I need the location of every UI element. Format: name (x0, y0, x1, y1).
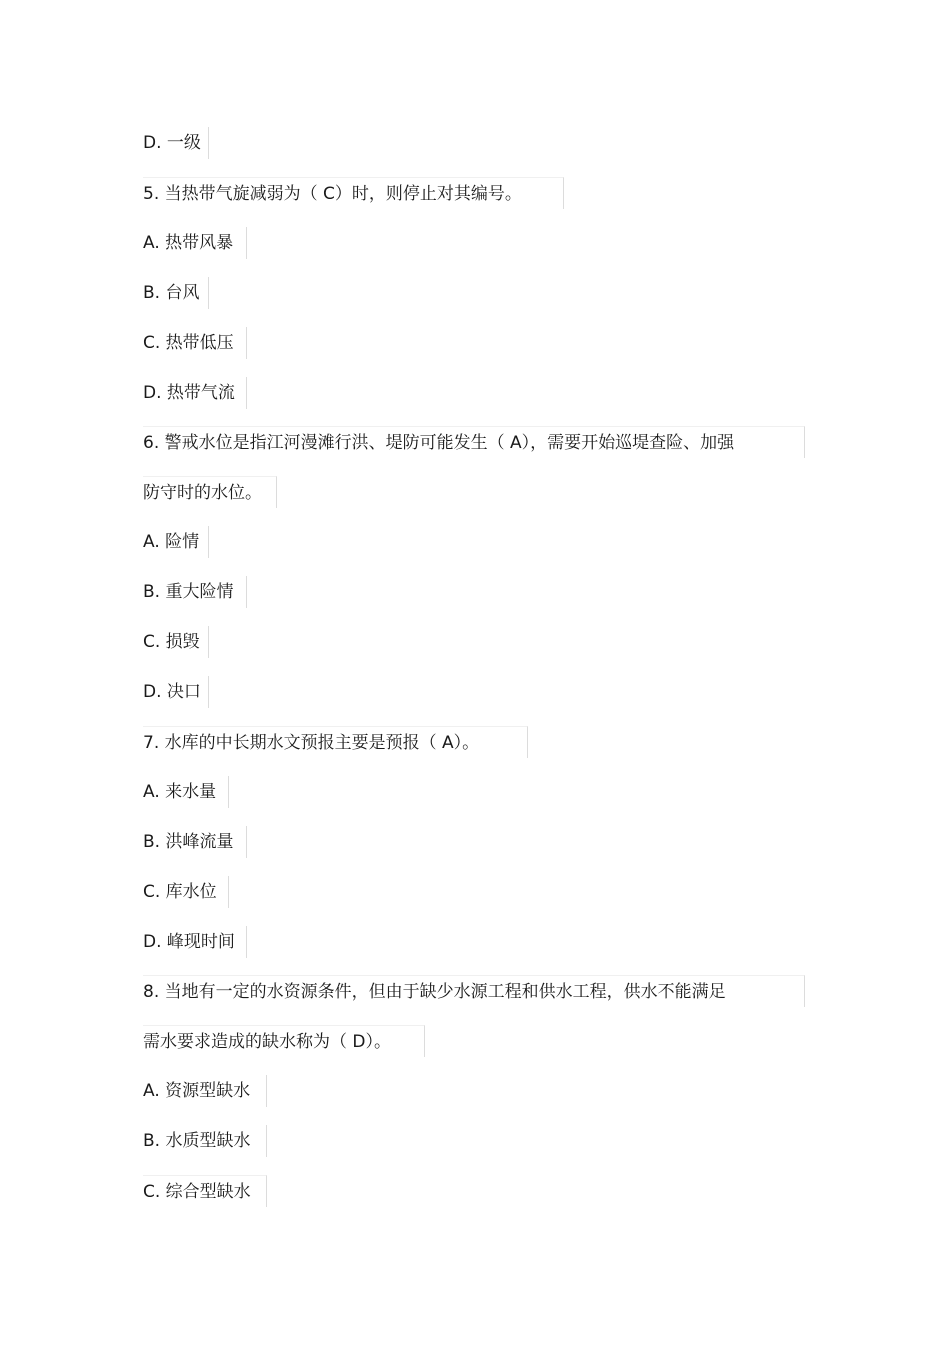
option-b-q5: B. 台风 (143, 277, 209, 309)
option-b-q7: B. 洪峰流量 (143, 826, 247, 858)
question-6-line-2: 防守时的水位。 (143, 476, 277, 508)
option-c-q5: C. 热带低压 (143, 327, 247, 359)
option-d-q7: D. 峰现时间 (143, 926, 247, 958)
option-d-q5: D. 热带气流 (143, 377, 247, 409)
option-c-q6: C. 损毁 (143, 626, 209, 658)
option-b-q8: B. 水质型缺水 (143, 1125, 267, 1157)
question-8-line-1: 8. 当地有一定的水资源条件，但由于缺少水源工程和供水工程，供水不能满足 (143, 975, 805, 1007)
question-5: 5. 当热带气旋减弱为（ C）时，则停止对其编号。 (143, 177, 564, 209)
option-c-q8: C. 综合型缺水 (143, 1175, 267, 1207)
option-b-q6: B. 重大险情 (143, 576, 247, 608)
option-c-q7: C. 库水位 (143, 876, 229, 908)
option-d-q6: D. 决口 (143, 676, 209, 708)
question-7: 7. 水库的中长期水文预报主要是预报（ A）。 (143, 726, 528, 758)
option-a-q8: A. 资源型缺水 (143, 1075, 267, 1107)
question-6-line-1: 6. 警戒水位是指江河漫滩行洪、堤防可能发生（ A），需要开始巡堤查险、加强 (143, 426, 805, 458)
question-8-line-2: 需水要求造成的缺水称为（ D）。 (143, 1025, 425, 1057)
option-a-q5: A. 热带风暴 (143, 227, 247, 259)
option-a-q6: A. 险情 (143, 526, 209, 558)
option-a-q7: A. 来水量 (143, 776, 229, 808)
option-d-q4: D. 一级 (143, 127, 209, 159)
